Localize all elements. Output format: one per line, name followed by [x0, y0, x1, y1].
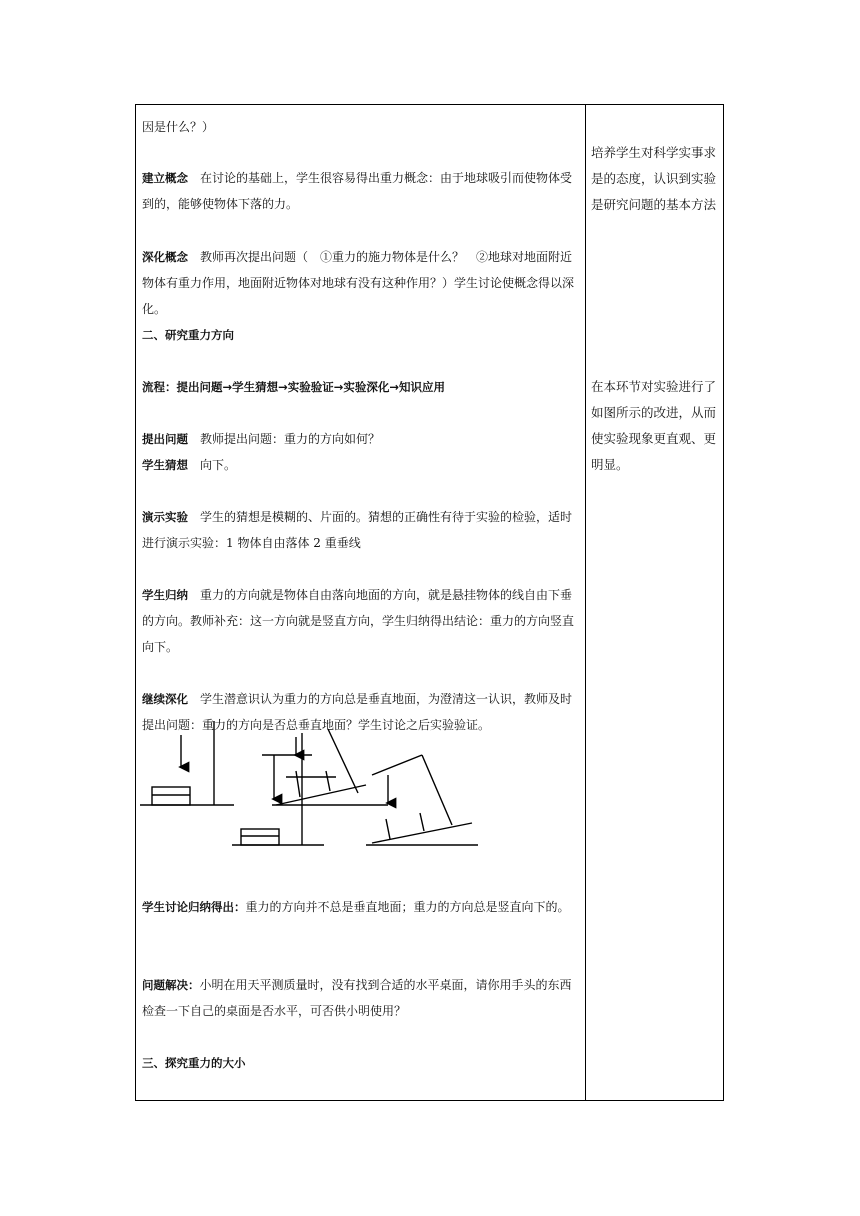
continue-text: 学生潜意识认为重力的方向总是垂直地面，为澄清这一认识，教师及时提出问题：重力的方向是否总垂直地面？学生讨论之后实验验证。	[142, 692, 573, 732]
plumb-line-figure	[136, 715, 585, 855]
deepen-concept-label: 深化概念	[142, 250, 188, 264]
paragraph-problem	[142, 972, 582, 1024]
demo-label: 演示实验	[142, 510, 188, 524]
paragraph-summary	[142, 582, 582, 660]
demo-text: 学生的猜想是模糊的、片面的。猜想的正确性有待于实验的检验，适时进行演示实验：1 物体自由落体 2 重垂线	[142, 510, 573, 550]
paragraph-concept	[142, 165, 582, 217]
question-label: 提出问题	[142, 432, 188, 446]
section-heading-magnitude: 三、探究重力的大小	[142, 1056, 246, 1070]
paragraph-conclusion	[142, 894, 582, 920]
conclusion-text: 重力的方向并不总是垂直地面；重力的方向总是竖直向下的。	[245, 900, 570, 914]
problem-label: 问题解决：	[142, 978, 200, 992]
lesson-table	[135, 104, 724, 1101]
concept-text: 在讨论的基础上，学生很容易得出重力概念：由于地球吸引而使物体受到的，能够使物体下落的力。	[142, 171, 573, 211]
continue-label: 继续深化	[142, 692, 188, 706]
question-text: 教师提出问题：重力的方向如何？	[200, 432, 381, 446]
intro-text: 因是什么？）	[142, 120, 215, 134]
right-note-experiment-improvement: 在本环节对实验进行了如图所示的改进，从而使实验现象更直观、更明显。	[591, 379, 717, 472]
paragraph-guess	[142, 452, 582, 478]
flow-text: 流程：提出问题→学生猜想→实验验证→实验深化→知识应用	[142, 380, 446, 394]
column-divider	[585, 105, 586, 1100]
summary-label: 学生归纳	[142, 588, 188, 602]
paragraph-deepen-concept	[142, 244, 582, 322]
paragraph-demo	[142, 504, 582, 556]
deepen-concept-text: 教师再次提出问题（ ①重力的施力物体是什么？ ②地球对地面附近物体有重力作用，地面附近物体对地球有没有这种作用？）学生讨论使概念得以深化。	[142, 250, 575, 316]
guess-text: 向下。	[200, 458, 237, 472]
section-heading-direction: 二、研究重力方向	[142, 328, 234, 342]
concept-label: 建立概念	[142, 171, 188, 185]
conclusion-label: 学生讨论归纳得出：	[142, 900, 246, 914]
paragraph-question	[142, 426, 582, 452]
problem-text: 小明在用天平测质量时，没有找到合适的水平桌面，请你用手头的东西检查一下自己的桌面是否水平，可否供小明使用？	[142, 978, 572, 1018]
paragraph-intro	[142, 114, 582, 140]
right-note-science-attitude: 培养学生对科学实事求是的态度，认识到实验是研究问题的基本方法	[591, 145, 717, 212]
summary-text: 重力的方向就是物体自由落向地面的方向，就是悬挂物体的线自由下垂的方向。教师补充：这一方向就是竖直方向，学生归纳得出结论：重力的方向竖直向下。	[142, 588, 575, 654]
guess-label: 学生猜想	[142, 458, 188, 472]
